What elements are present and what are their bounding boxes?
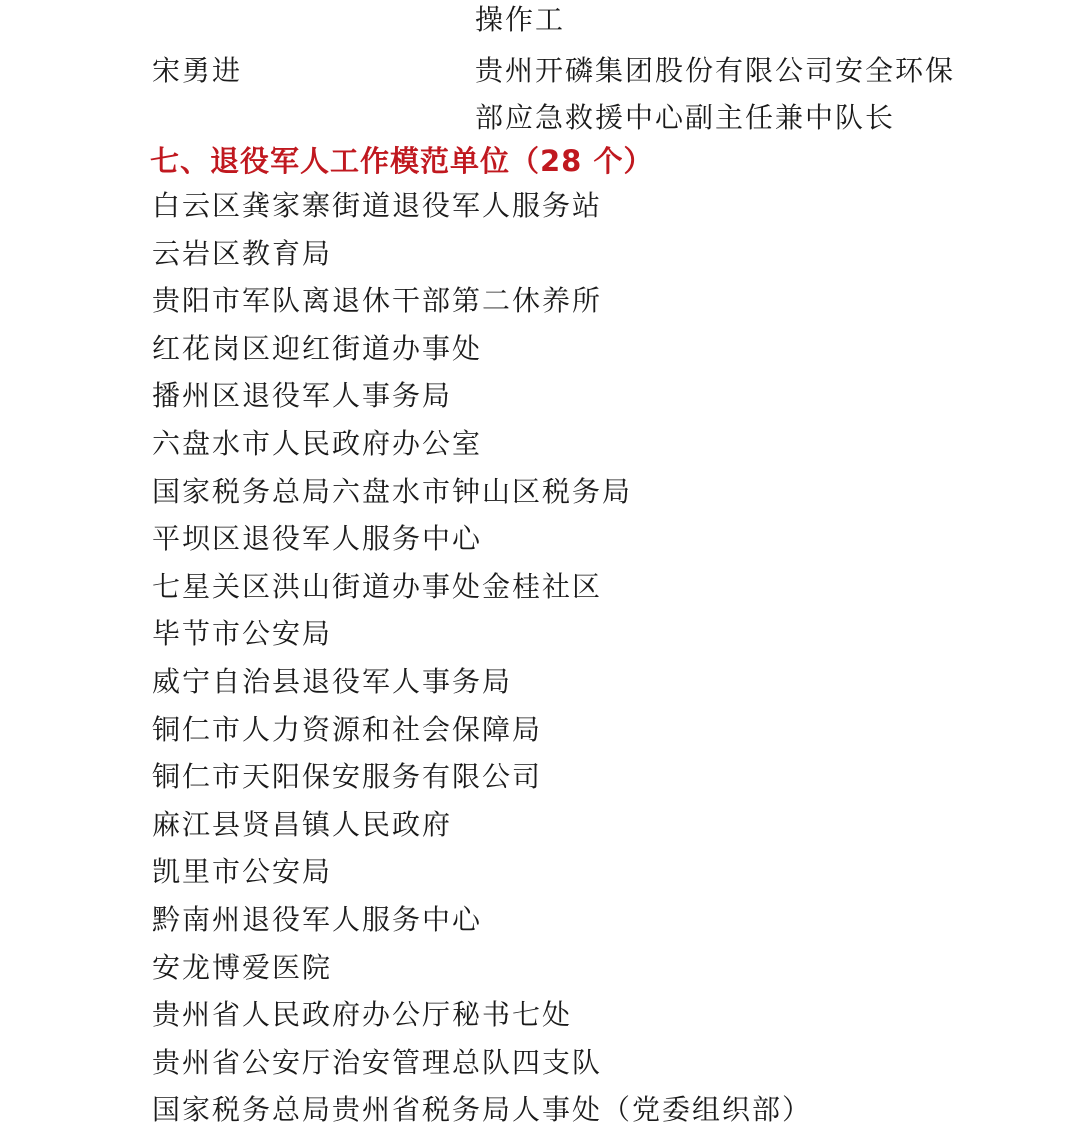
list-item: 凯里市公安局: [152, 855, 333, 889]
list-item: 云岩区教育局: [152, 236, 333, 270]
list-item: 铜仁市天阳保安服务有限公司: [152, 760, 543, 794]
list-item: 威宁自治县退役军人事务局: [152, 664, 513, 698]
list-item: 贵州省人民政府办公厅秘书七处: [152, 998, 573, 1032]
list-item: 白云区龚家寨街道退役军人服务站: [152, 189, 603, 222]
section-heading: 七、退役军人工作模范单位（28 个）: [150, 144, 654, 178]
list-item: 六盘水市人民政府办公室: [152, 426, 483, 460]
previous-entry-title-tail: 操作工: [475, 3, 566, 36]
list-item: 毕节市公安局: [152, 617, 333, 651]
list-item: 红花岗区迎红街道办事处: [152, 331, 483, 365]
list-item: 国家税务总局贵州省税务局人事处（党委组织部）: [152, 1093, 813, 1127]
list-item: 播州区退役军人事务局: [152, 379, 453, 413]
list-item: 国家税务总局六盘水市钟山区税务局: [152, 474, 633, 508]
list-item: 贵阳市军队离退休干部第二休养所: [152, 284, 603, 318]
list-item: 安龙博爱医院: [152, 950, 333, 984]
person-name: 宋勇进: [152, 54, 243, 87]
list-item: 麻江县贤昌镇人民政府: [152, 807, 453, 841]
list-item: 铜仁市人力资源和社会保障局: [152, 712, 543, 746]
unit-list: [152, 188, 812, 1140]
list-item: 贵州省公安厅治安管理总队四支队: [152, 1045, 603, 1079]
list-item: 黔南州退役军人服务中心: [152, 902, 483, 936]
list-item: 平坝区退役军人服务中心: [152, 522, 483, 556]
person-title-line2: 部应急救援中心副主任兼中队长: [475, 101, 896, 134]
person-title-line1: 贵州开磷集团股份有限公司安全环保: [475, 54, 956, 87]
list-item: 七星关区洪山街道办事处金桂社区: [152, 569, 603, 603]
